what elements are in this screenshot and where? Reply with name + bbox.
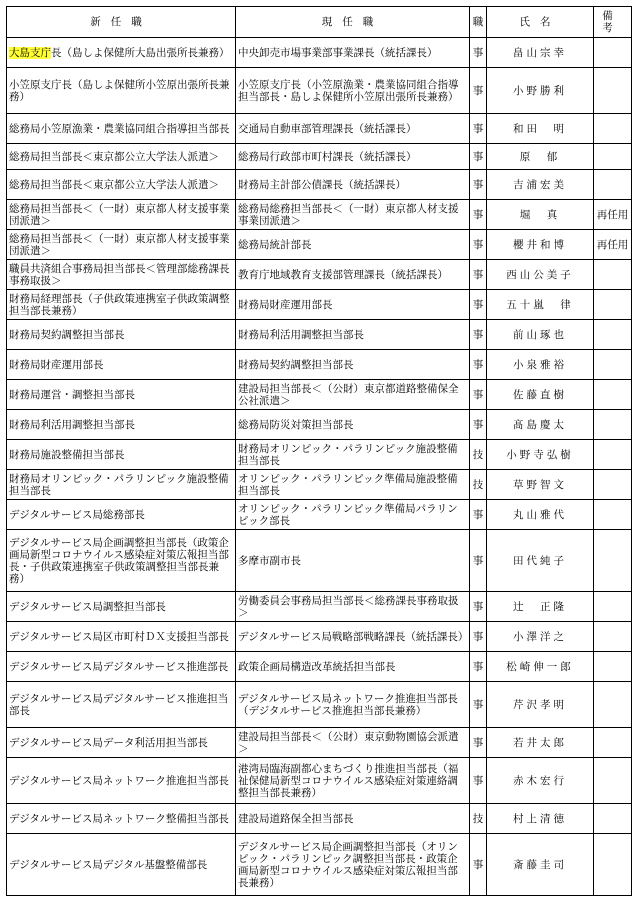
current-position-cell: 交通局自動車部管理課長（統括課長） bbox=[236, 114, 470, 144]
remarks-cell bbox=[594, 38, 632, 68]
table-row bbox=[7, 290, 632, 320]
new-position-text: 財務局経理部長（子供政策連携室子供政策調整担当部長兼務） bbox=[9, 292, 230, 317]
current-position-cell: 建設局担当部長＜（公財）東京動物園協会派遣＞ bbox=[236, 728, 470, 758]
remarks-cell bbox=[594, 834, 632, 896]
table-row bbox=[7, 38, 632, 68]
current-position-cell: 中央卸売市場事業部事業課長（統括課長） bbox=[236, 38, 470, 68]
table-row bbox=[7, 622, 632, 652]
name-cell: 芹沢孝明 bbox=[487, 682, 594, 728]
job-type-cell: 事 bbox=[470, 530, 487, 592]
name-cell: 田代純子 bbox=[487, 530, 594, 592]
table-row bbox=[7, 114, 632, 144]
current-position-cell: デジタルサービス局企画調整担当部長（オリンピック・パラリンピック調整担当部長・政策企画局新型コロナウイルス感染症対策広報担当部長兼務） bbox=[236, 834, 470, 896]
new-position-text: 財務局契約調整担当部長 bbox=[9, 328, 125, 341]
table-row bbox=[7, 682, 632, 728]
job-type-cell: 事 bbox=[470, 500, 487, 530]
table-row bbox=[7, 804, 632, 834]
job-type-cell: 事 bbox=[470, 622, 487, 652]
table-row bbox=[7, 470, 632, 500]
new-position-text: 総務局担当部長＜（一財）東京都人材支援事業団派遣＞ bbox=[9, 202, 230, 227]
name-cell: 草野智文 bbox=[487, 470, 594, 500]
current-position-cell: 労働委員会事務局担当部長＜総務課長事務取扱＞ bbox=[236, 592, 470, 622]
remarks-cell bbox=[594, 622, 632, 652]
new-position-text: 総務局担当部長＜東京都公立大学法人派遣＞ bbox=[9, 178, 219, 191]
name-cell: 吉浦宏美 bbox=[487, 170, 594, 200]
new-position-text: 財務局財産運用部長 bbox=[9, 358, 104, 371]
new-position-cell bbox=[7, 652, 236, 682]
current-position-cell: 財務局利活用調整担当部長 bbox=[236, 320, 470, 350]
new-position-text: 長（島しよ保健所大島出張所長兼務） bbox=[51, 46, 230, 59]
job-type-cell: 事 bbox=[470, 652, 487, 682]
personnel-list bbox=[6, 6, 631, 896]
current-position-cell: 教育庁地域教育支援部管理課長（統括課長） bbox=[236, 260, 470, 290]
new-position-text: 財務局オリンピック・パラリンピック施設整備担当部長 bbox=[9, 472, 229, 497]
name-cell: 櫻井和博 bbox=[487, 230, 594, 260]
table-row bbox=[7, 350, 632, 380]
job-type-cell: 事 bbox=[470, 230, 487, 260]
new-position-text: デジタルサービス局データ利活用担当部長 bbox=[9, 736, 208, 749]
new-position-cell bbox=[7, 804, 236, 834]
job-type-cell: 事 bbox=[470, 380, 487, 410]
remarks-cell bbox=[594, 592, 632, 622]
remarks-cell bbox=[594, 804, 632, 834]
new-position-cell bbox=[7, 230, 236, 260]
job-type-cell: 事 bbox=[470, 170, 487, 200]
new-position-text: 財務局利活用調整担当部長 bbox=[9, 418, 135, 431]
job-type-cell: 事 bbox=[470, 728, 487, 758]
remarks-cell bbox=[594, 652, 632, 682]
table-row bbox=[7, 230, 632, 260]
name-cell: 松崎伸一郎 bbox=[487, 652, 594, 682]
new-position-text: 職員共済組合事務局担当部長＜管理部総務課長事務取扱＞ bbox=[9, 262, 230, 287]
job-type-cell: 事 bbox=[470, 758, 487, 804]
new-position-cell bbox=[7, 440, 236, 470]
current-position-cell: デジタルサービス局ネットワーク推進担当部長（デジタルサービス推進担当部長兼務） bbox=[236, 682, 470, 728]
remarks-cell bbox=[594, 320, 632, 350]
job-type-cell: 技 bbox=[470, 804, 487, 834]
name-cell: 和田 明 bbox=[487, 114, 594, 144]
header-current-position: 現任職 bbox=[236, 7, 470, 38]
name-cell: 村上清徳 bbox=[487, 804, 594, 834]
job-type-cell: 技 bbox=[470, 440, 487, 470]
new-position-cell bbox=[7, 470, 236, 500]
new-position-cell bbox=[7, 144, 236, 170]
remarks-cell bbox=[594, 440, 632, 470]
remarks-cell bbox=[594, 470, 632, 500]
table-row bbox=[7, 410, 632, 440]
table-row bbox=[7, 728, 632, 758]
new-position-cell bbox=[7, 622, 236, 652]
new-position-cell bbox=[7, 114, 236, 144]
new-position-cell bbox=[7, 38, 236, 68]
new-position-cell bbox=[7, 350, 236, 380]
header-job-type: 職 bbox=[470, 7, 487, 38]
current-position-cell: 財務局オリンピック・パラリンピック施設整備担当部長 bbox=[236, 440, 470, 470]
job-type-cell: 事 bbox=[470, 350, 487, 380]
current-position-cell: 多摩市副市長 bbox=[236, 530, 470, 592]
remarks-cell bbox=[594, 144, 632, 170]
name-cell: 佐藤直樹 bbox=[487, 380, 594, 410]
current-position-cell: 総務局総務担当部長＜（一財）東京都人材支援事業団派遣＞ bbox=[236, 200, 470, 230]
new-position-cell bbox=[7, 758, 236, 804]
remarks-cell bbox=[594, 682, 632, 728]
new-position-text: デジタルサービス局調整担当部長 bbox=[9, 600, 166, 613]
remarks-cell bbox=[594, 758, 632, 804]
current-position-cell: 建設局担当部長＜（公財）東京都道路整備保全公社派遣＞ bbox=[236, 380, 470, 410]
name-cell: 前山琢也 bbox=[487, 320, 594, 350]
new-position-cell bbox=[7, 290, 236, 320]
new-position-text: 財務局施設整備担当部長 bbox=[9, 448, 125, 461]
current-position-cell: 小笠原支庁長（小笠原漁業・農業協同組合指導担当部長・島しよ保健所小笠原出張所長兼務） bbox=[236, 68, 470, 114]
table-row bbox=[7, 260, 632, 290]
new-position-cell bbox=[7, 320, 236, 350]
new-position-text: 小笠原支庁長（島しよ保健所小笠原出張所長兼務） bbox=[9, 78, 230, 103]
current-position-cell: デジタルサービス局戦略部戦略課長（統括課長） bbox=[236, 622, 470, 652]
job-type-cell: 事 bbox=[470, 38, 487, 68]
remarks-cell: 再任用 bbox=[594, 230, 632, 260]
table-row bbox=[7, 68, 632, 114]
new-position-text: デジタルサービス局デジタルサービス推進部長 bbox=[9, 660, 229, 673]
new-position-cell bbox=[7, 410, 236, 440]
new-position-text: 総務局担当部長＜東京都公立大学法人派遣＞ bbox=[9, 150, 219, 163]
table-row bbox=[7, 834, 632, 896]
job-type-cell: 事 bbox=[470, 144, 487, 170]
new-position-text: デジタルサービス局ネットワーク推進担当部長 bbox=[9, 774, 229, 787]
name-cell: 若井太郎 bbox=[487, 728, 594, 758]
new-position-text: デジタルサービス局ネットワーク整備担当部長 bbox=[9, 812, 229, 825]
job-type-cell: 事 bbox=[470, 68, 487, 114]
new-position-cell bbox=[7, 728, 236, 758]
table-row bbox=[7, 200, 632, 230]
new-position-text: デジタルサービス局デジタル基盤整備部長 bbox=[9, 858, 208, 871]
remarks-cell bbox=[594, 260, 632, 290]
table-row bbox=[7, 530, 632, 592]
new-position-text: 総務局小笠原漁業・農業協同組合指導担当部長 bbox=[9, 122, 230, 135]
new-position-cell bbox=[7, 200, 236, 230]
new-position-cell bbox=[7, 68, 236, 114]
current-position-cell: オリンピック・パラリンピック準備局パラリンピック部長 bbox=[236, 500, 470, 530]
table-row bbox=[7, 170, 632, 200]
highlighted-text: 大島支庁 bbox=[9, 46, 51, 59]
job-type-cell: 事 bbox=[470, 682, 487, 728]
table-row bbox=[7, 500, 632, 530]
remarks-cell bbox=[594, 170, 632, 200]
name-cell: 丸山雅代 bbox=[487, 500, 594, 530]
job-type-cell: 事 bbox=[470, 410, 487, 440]
name-cell: 小澤洋之 bbox=[487, 622, 594, 652]
current-position-cell: オリンピック・パラリンピック準備局施設整備担当部長 bbox=[236, 470, 470, 500]
new-position-cell bbox=[7, 170, 236, 200]
name-cell: 堀 真 bbox=[487, 200, 594, 230]
job-type-cell: 事 bbox=[470, 592, 487, 622]
remarks-cell bbox=[594, 350, 632, 380]
name-cell: 小野勝利 bbox=[487, 68, 594, 114]
current-position-cell: 建設局道路保全担当部長 bbox=[236, 804, 470, 834]
current-position-cell: 総務局防災対策担当部長 bbox=[236, 410, 470, 440]
name-cell: 赤木宏行 bbox=[487, 758, 594, 804]
current-position-cell: 財務局契約調整担当部長 bbox=[236, 350, 470, 380]
remarks-cell bbox=[594, 290, 632, 320]
job-type-cell: 技 bbox=[470, 470, 487, 500]
current-position-cell: 財務局財産運用部長 bbox=[236, 290, 470, 320]
job-type-cell: 事 bbox=[470, 114, 487, 144]
name-cell: 斎藤圭司 bbox=[487, 834, 594, 896]
job-type-cell: 事 bbox=[470, 200, 487, 230]
table-row bbox=[7, 320, 632, 350]
job-type-cell: 事 bbox=[470, 834, 487, 896]
name-cell: 畠山宗幸 bbox=[487, 38, 594, 68]
table-row bbox=[7, 758, 632, 804]
name-cell: 西山公美子 bbox=[487, 260, 594, 290]
header-new-position: 新任職 bbox=[7, 7, 236, 38]
new-position-text: デジタルサービス局企画調整担当部長（政策企画局新型コロナウイルス感染症対策広報担当部長・子供政策連携室子供政策調整担当部長兼務） bbox=[9, 536, 229, 585]
new-position-cell bbox=[7, 530, 236, 592]
name-cell: 小野寺弘樹 bbox=[487, 440, 594, 470]
new-position-text: デジタルサービス局区市町村ＤＸ支援担当部長 bbox=[9, 630, 229, 643]
remarks-cell bbox=[594, 380, 632, 410]
remarks-cell bbox=[594, 114, 632, 144]
table-row bbox=[7, 440, 632, 470]
job-type-cell: 事 bbox=[470, 260, 487, 290]
new-position-text: 財務局運営・調整担当部長 bbox=[9, 388, 135, 401]
name-cell: 五十嵐 律 bbox=[487, 290, 594, 320]
new-position-text: デジタルサービス局総務部長 bbox=[9, 508, 145, 521]
new-position-cell bbox=[7, 260, 236, 290]
name-cell: 原 郁 bbox=[487, 144, 594, 170]
remarks-cell bbox=[594, 500, 632, 530]
header-name: 氏名 bbox=[487, 7, 594, 38]
current-position-cell: 政策企画局構造改革統括担当部長 bbox=[236, 652, 470, 682]
new-position-text: 総務局担当部長＜（一財）東京都人材支援事業団派遣＞ bbox=[9, 232, 230, 257]
current-position-cell: 総務局統計部長 bbox=[236, 230, 470, 260]
job-type-cell: 事 bbox=[470, 320, 487, 350]
remarks-cell bbox=[594, 530, 632, 592]
new-position-cell bbox=[7, 380, 236, 410]
personnel-table bbox=[6, 6, 632, 896]
job-type-cell: 事 bbox=[470, 290, 487, 320]
remarks-cell bbox=[594, 410, 632, 440]
new-position-text: デジタルサービス局デジタルサービス推進担当部長 bbox=[9, 692, 229, 717]
table-header-row bbox=[7, 7, 632, 38]
table-body bbox=[7, 38, 632, 896]
remarks-cell bbox=[594, 728, 632, 758]
table-row bbox=[7, 380, 632, 410]
remarks-cell bbox=[594, 68, 632, 114]
name-cell: 小泉雅裕 bbox=[487, 350, 594, 380]
name-cell: 髙島慶太 bbox=[487, 410, 594, 440]
header-remarks: 備考 bbox=[594, 7, 632, 38]
table-row bbox=[7, 592, 632, 622]
name-cell: 辻 正隆 bbox=[487, 592, 594, 622]
table-row bbox=[7, 652, 632, 682]
new-position-cell bbox=[7, 592, 236, 622]
current-position-cell: 総務局行政部市町村課長（統括課長） bbox=[236, 144, 470, 170]
current-position-cell: 港湾局臨海副都心まちづくり推進担当部長（福祉保健局新型コロナウイルス感染症対策連絡調整担当部長兼務） bbox=[236, 758, 470, 804]
new-position-cell bbox=[7, 834, 236, 896]
remarks-cell: 再任用 bbox=[594, 200, 632, 230]
new-position-cell bbox=[7, 682, 236, 728]
table-row bbox=[7, 144, 632, 170]
current-position-cell: 財務局主計部公債課長（統括課長） bbox=[236, 170, 470, 200]
new-position-cell bbox=[7, 500, 236, 530]
